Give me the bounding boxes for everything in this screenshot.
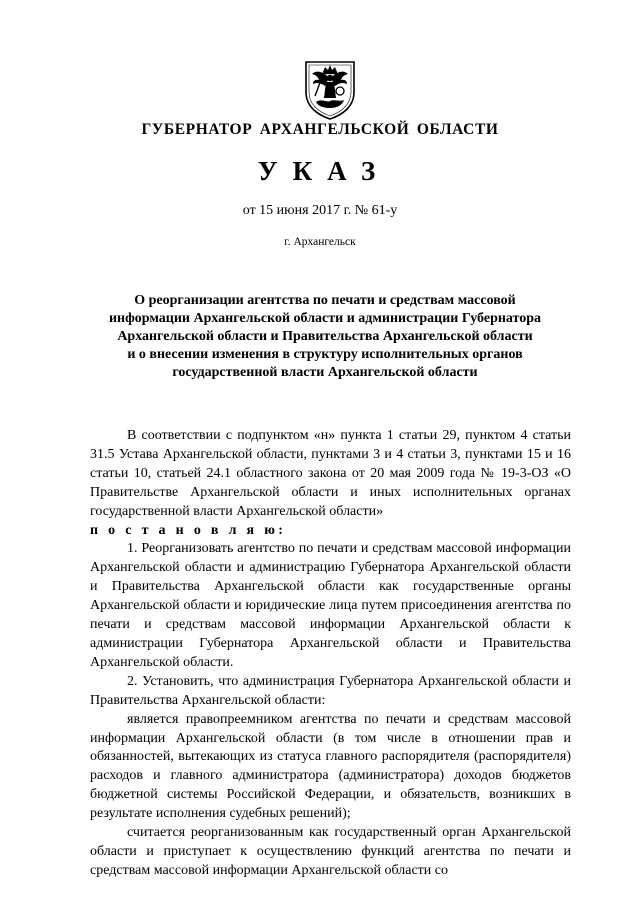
decree-word: п о с т а н о в л я ю: [90,522,287,538]
title-line: и о внесении изменения в структуру исполнительных органов [127,347,523,362]
document-title [95,292,555,382]
title-line: Архангельской области и Правительства Архангельской области [117,329,533,344]
title-line: государственной власти Архангельской области [172,365,478,380]
item-1-paragraph: 1. Реорганизовать агентство по печати и средствам массовой информации Архангельской области и администрацию Губернатора Архангельской области и Правительства Архангельской области как государственные органы Архангельской области и юридические лица путем присоединения агентства по печати и средствам массовой информации Архангельской области к администрации Губернатора Архангельской области и Правительства Архангельской области. [90,541,571,670]
document-type: УКАЗ [257,156,391,186]
item-2-paragraph: 2. Установить, что администрация Губернатора Архангельской области и Правительства Архангельской области: [90,673,571,708]
document-date-number: от 15 июня 2017 г. № 61-у [242,203,398,218]
document-place: г. Архангельск [284,236,356,248]
preamble-paragraph: В соответствии с подпунктом «н» пункта 1 статьи 29, пунктом 4 статьи 31.5 Устава Архангельской области, пунктами 3 и 4 статьи 3, пунктами 15 и 16 статьи 10, статьей 24.1 областного закона от 20 мая 2009 года № 19-3-ОЗ «О Правительстве Архангельской области и иных исполнительных органах государственной власти Архангельской области» [90,428,571,519]
title-line: О реорганизации агентства по печати и средствам массовой [134,293,516,308]
item-2-reorganized-paragraph: считается реорганизованным как государственный орган Архангельской области и приступает к осуществлению функций агентства по печати и средствам массовой информации Архангельской области со [90,825,571,878]
document-body [90,427,571,881]
issuing-authority: ГУБЕРНАТОР АРХАНГЕЛЬСКОЙ ОБЛАСТИ [141,121,499,138]
title-line: информации Архангельской области и администрации Губернатора [108,311,542,326]
item-2-successor-paragraph: является правопреемником агентства по печати и средствам массовой информации Архангельской области (в том числе в отношении прав и обязанностей, вытекающих из статуса главного распорядителя (распорядителя) расходов и главного администратора (администратора) доходов бюджетов бюджетной системы Российской Федерации, и обязательств, возникших в результате исполнения судебных решений); [90,711,571,822]
coat-of-arms-icon [301,58,359,120]
